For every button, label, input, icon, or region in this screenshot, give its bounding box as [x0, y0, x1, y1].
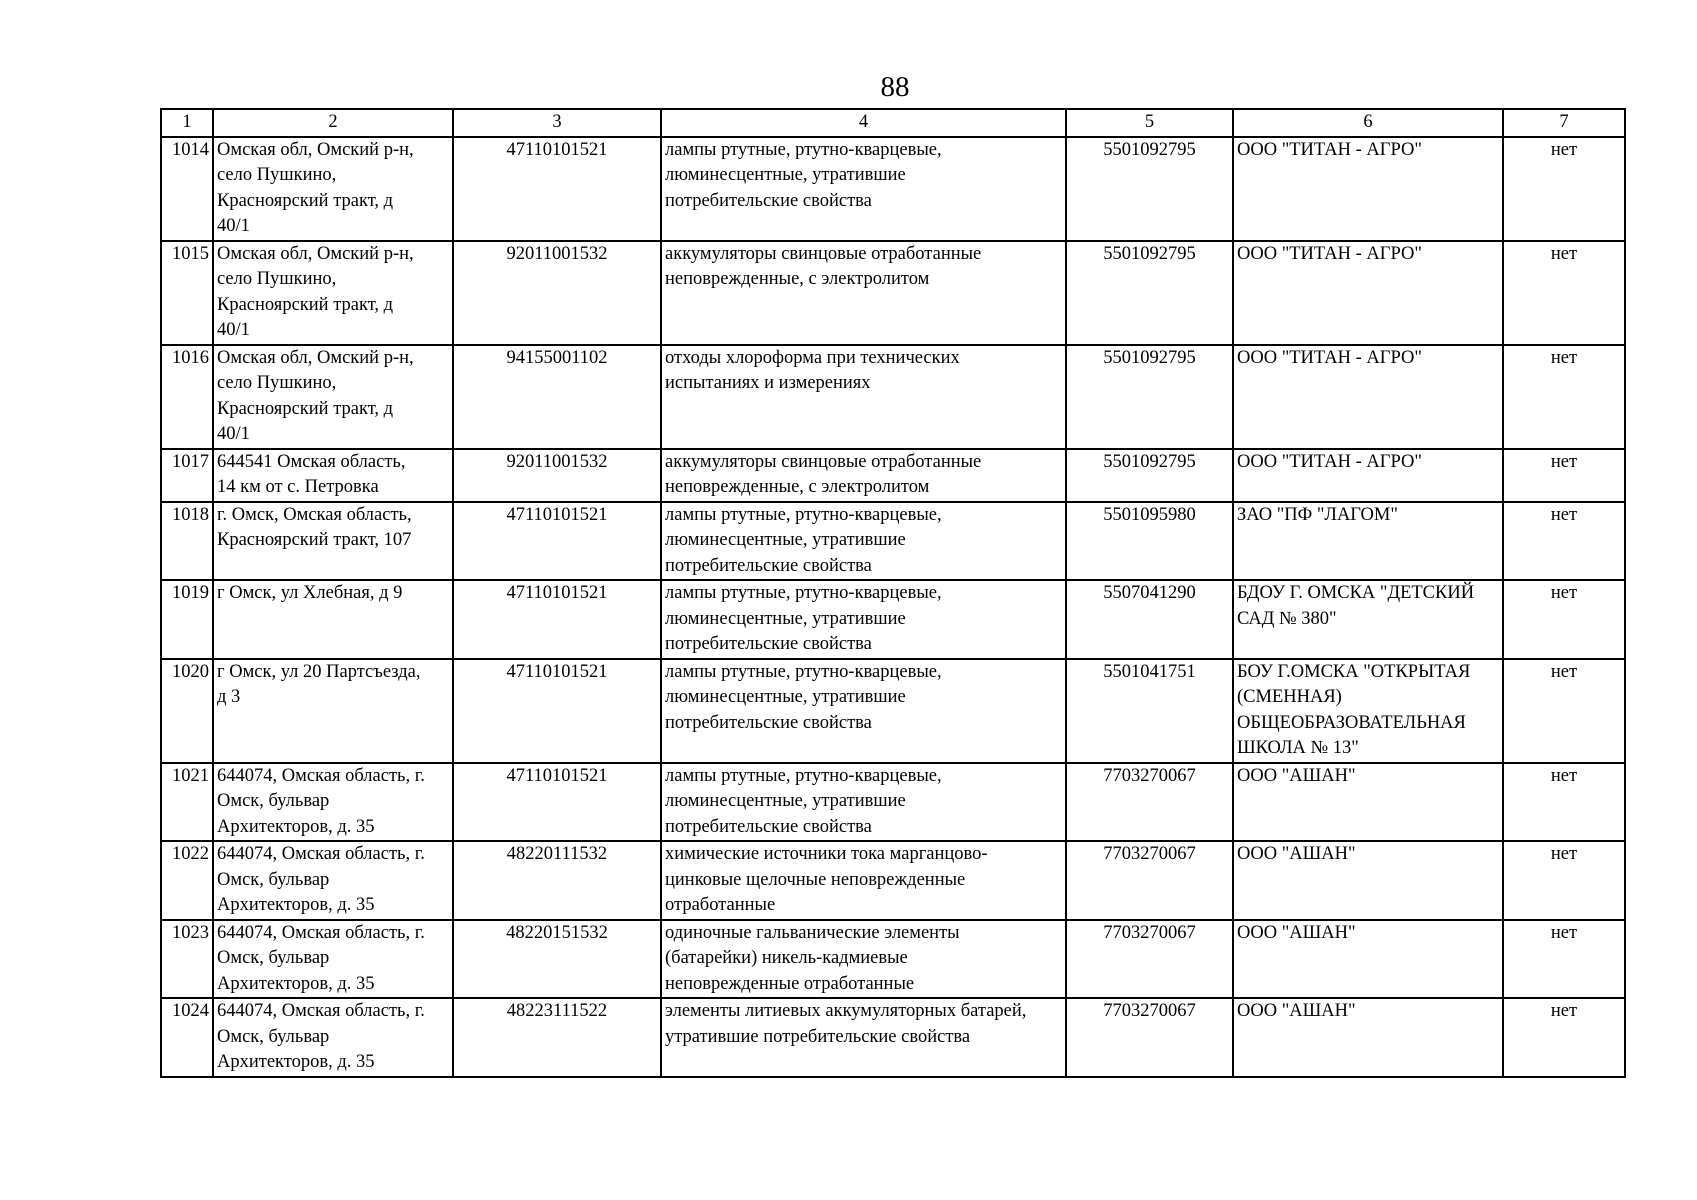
organization-cell: ООО "АШАН": [1233, 763, 1503, 842]
flag-cell: нет: [1503, 841, 1625, 920]
inn-cell: 5501092795: [1066, 137, 1233, 241]
inn-cell: 5501095980: [1066, 502, 1233, 581]
waste-code-cell: 47110101521: [453, 137, 661, 241]
address-cell: г. Омск, Омская область, Красноярский тракт, 107: [213, 502, 453, 581]
waste-name-cell: лампы ртутные, ртутно-кварцевые, люминесцентные, утратившие потребительские свойства: [661, 580, 1066, 659]
table-row: [161, 502, 1625, 581]
flag-cell: нет: [1503, 502, 1625, 581]
organization-cell: ЗАО "ПФ "ЛАГОМ": [1233, 502, 1503, 581]
table-row: [161, 449, 1625, 502]
address-cell: Омская обл, Омский р-н, село Пушкино, Красноярский тракт, д 40/1: [213, 345, 453, 449]
page-number: 88: [880, 71, 910, 103]
flag-cell: нет: [1503, 345, 1625, 449]
row-number-cell: 1020: [161, 659, 213, 763]
row-number-cell: 1023: [161, 920, 213, 999]
waste-code-cell: 92011001532: [453, 241, 661, 345]
table-row: [161, 241, 1625, 345]
waste-name-cell: аккумуляторы свинцовые отработанные неповрежденные, с электролитом: [661, 449, 1066, 502]
organization-cell: ООО "АШАН": [1233, 841, 1503, 920]
inn-cell: 5501041751: [1066, 659, 1233, 763]
row-number-cell: 1017: [161, 449, 213, 502]
row-number-cell: 1018: [161, 502, 213, 581]
table-row: [161, 580, 1625, 659]
waste-code-cell: 47110101521: [453, 659, 661, 763]
address-cell: Омская обл, Омский р-н, село Пушкино, Красноярский тракт, д 40/1: [213, 241, 453, 345]
organization-cell: БДОУ Г. ОМСКА "ДЕТСКИЙ САД № 380": [1233, 580, 1503, 659]
table-row: [161, 659, 1625, 763]
waste-code-cell: 48220151532: [453, 920, 661, 999]
waste-name-cell: лампы ртутные, ртутно-кварцевые, люминесцентные, утратившие потребительские свойства: [661, 763, 1066, 842]
organization-cell: ООО "АШАН": [1233, 998, 1503, 1077]
column-header: 7: [1503, 109, 1625, 137]
row-number-cell: 1019: [161, 580, 213, 659]
organization-cell: ООО "ТИТАН - АГРО": [1233, 137, 1503, 241]
address-cell: 644074, Омская область, г. Омск, бульвар Архитекторов, д. 35: [213, 998, 453, 1077]
address-cell: 644074, Омская область, г. Омск, бульвар Архитекторов, д. 35: [213, 920, 453, 999]
waste-name-cell: лампы ртутные, ртутно-кварцевые, люминесцентные, утратившие потребительские свойства: [661, 137, 1066, 241]
organization-cell: ООО "АШАН": [1233, 920, 1503, 999]
flag-cell: нет: [1503, 998, 1625, 1077]
flag-cell: нет: [1503, 449, 1625, 502]
inn-cell: 7703270067: [1066, 763, 1233, 842]
address-cell: 644541 Омская область, 14 км от с. Петровка: [213, 449, 453, 502]
inn-cell: 7703270067: [1066, 998, 1233, 1077]
waste-code-cell: 47110101521: [453, 580, 661, 659]
inn-cell: 5507041290: [1066, 580, 1233, 659]
table-row: [161, 920, 1625, 999]
organization-cell: ООО "ТИТАН - АГРО": [1233, 449, 1503, 502]
waste-name-cell: отходы хлороформа при технических испытаниях и измерениях: [661, 345, 1066, 449]
inn-cell: 7703270067: [1066, 920, 1233, 999]
row-number-cell: 1024: [161, 998, 213, 1077]
waste-name-cell: лампы ртутные, ртутно-кварцевые, люминесцентные, утратившие потребительские свойства: [661, 659, 1066, 763]
waste-code-cell: 48220111532: [453, 841, 661, 920]
flag-cell: нет: [1503, 580, 1625, 659]
flag-cell: нет: [1503, 137, 1625, 241]
organization-cell: БОУ Г.ОМСКА "ОТКРЫТАЯ (СМЕННАЯ) ОБЩЕОБРАЗОВАТЕЛЬНАЯ ШКОЛА № 13": [1233, 659, 1503, 763]
waste-name-cell: лампы ртутные, ртутно-кварцевые, люминесцентные, утратившие потребительские свойства: [661, 502, 1066, 581]
flag-cell: нет: [1503, 920, 1625, 999]
address-cell: 644074, Омская область, г. Омск, бульвар Архитекторов, д. 35: [213, 763, 453, 842]
waste-code-cell: 48223111522: [453, 998, 661, 1077]
address-cell: Омская обл, Омский р-н, село Пушкино, Красноярский тракт, д 40/1: [213, 137, 453, 241]
row-number-cell: 1016: [161, 345, 213, 449]
inn-cell: 7703270067: [1066, 841, 1233, 920]
address-cell: г Омск, ул Хлебная, д 9: [213, 580, 453, 659]
waste-name-cell: аккумуляторы свинцовые отработанные неповрежденные, с электролитом: [661, 241, 1066, 345]
table-row: [161, 998, 1625, 1077]
organization-cell: ООО "ТИТАН - АГРО": [1233, 241, 1503, 345]
row-number-cell: 1015: [161, 241, 213, 345]
address-cell: 644074, Омская область, г. Омск, бульвар Архитекторов, д. 35: [213, 841, 453, 920]
column-header: 2: [213, 109, 453, 137]
row-number-cell: 1022: [161, 841, 213, 920]
column-header: 3: [453, 109, 661, 137]
row-number-cell: 1021: [161, 763, 213, 842]
table-row: [161, 137, 1625, 241]
waste-code-cell: 47110101521: [453, 763, 661, 842]
inn-cell: 5501092795: [1066, 241, 1233, 345]
waste-name-cell: элементы литиевых аккумуляторных батарей, утратившие потребительские свойства: [661, 998, 1066, 1077]
column-header: 6: [1233, 109, 1503, 137]
table-header-row: [161, 109, 1625, 137]
inn-cell: 5501092795: [1066, 449, 1233, 502]
column-header: 5: [1066, 109, 1233, 137]
flag-cell: нет: [1503, 241, 1625, 345]
table-row: [161, 841, 1625, 920]
address-cell: г Омск, ул 20 Партсъезда, д 3: [213, 659, 453, 763]
inn-cell: 5501092795: [1066, 345, 1233, 449]
table-row: [161, 345, 1625, 449]
flag-cell: нет: [1503, 659, 1625, 763]
table-row: [161, 763, 1625, 842]
column-header: 4: [661, 109, 1066, 137]
waste-code-cell: 47110101521: [453, 502, 661, 581]
waste-name-cell: химические источники тока марганцово- цинковые щелочные неповрежденные отработанные: [661, 841, 1066, 920]
organization-cell: ООО "ТИТАН - АГРО": [1233, 345, 1503, 449]
waste-name-cell: одиночные гальванические элементы (батарейки) никель-кадмиевые неповрежденные отработанные: [661, 920, 1066, 999]
waste-code-cell: 92011001532: [453, 449, 661, 502]
waste-code-cell: 94155001102: [453, 345, 661, 449]
column-header: 1: [161, 109, 213, 137]
flag-cell: нет: [1503, 763, 1625, 842]
waste-registry-table: [160, 108, 1626, 1078]
row-number-cell: 1014: [161, 137, 213, 241]
